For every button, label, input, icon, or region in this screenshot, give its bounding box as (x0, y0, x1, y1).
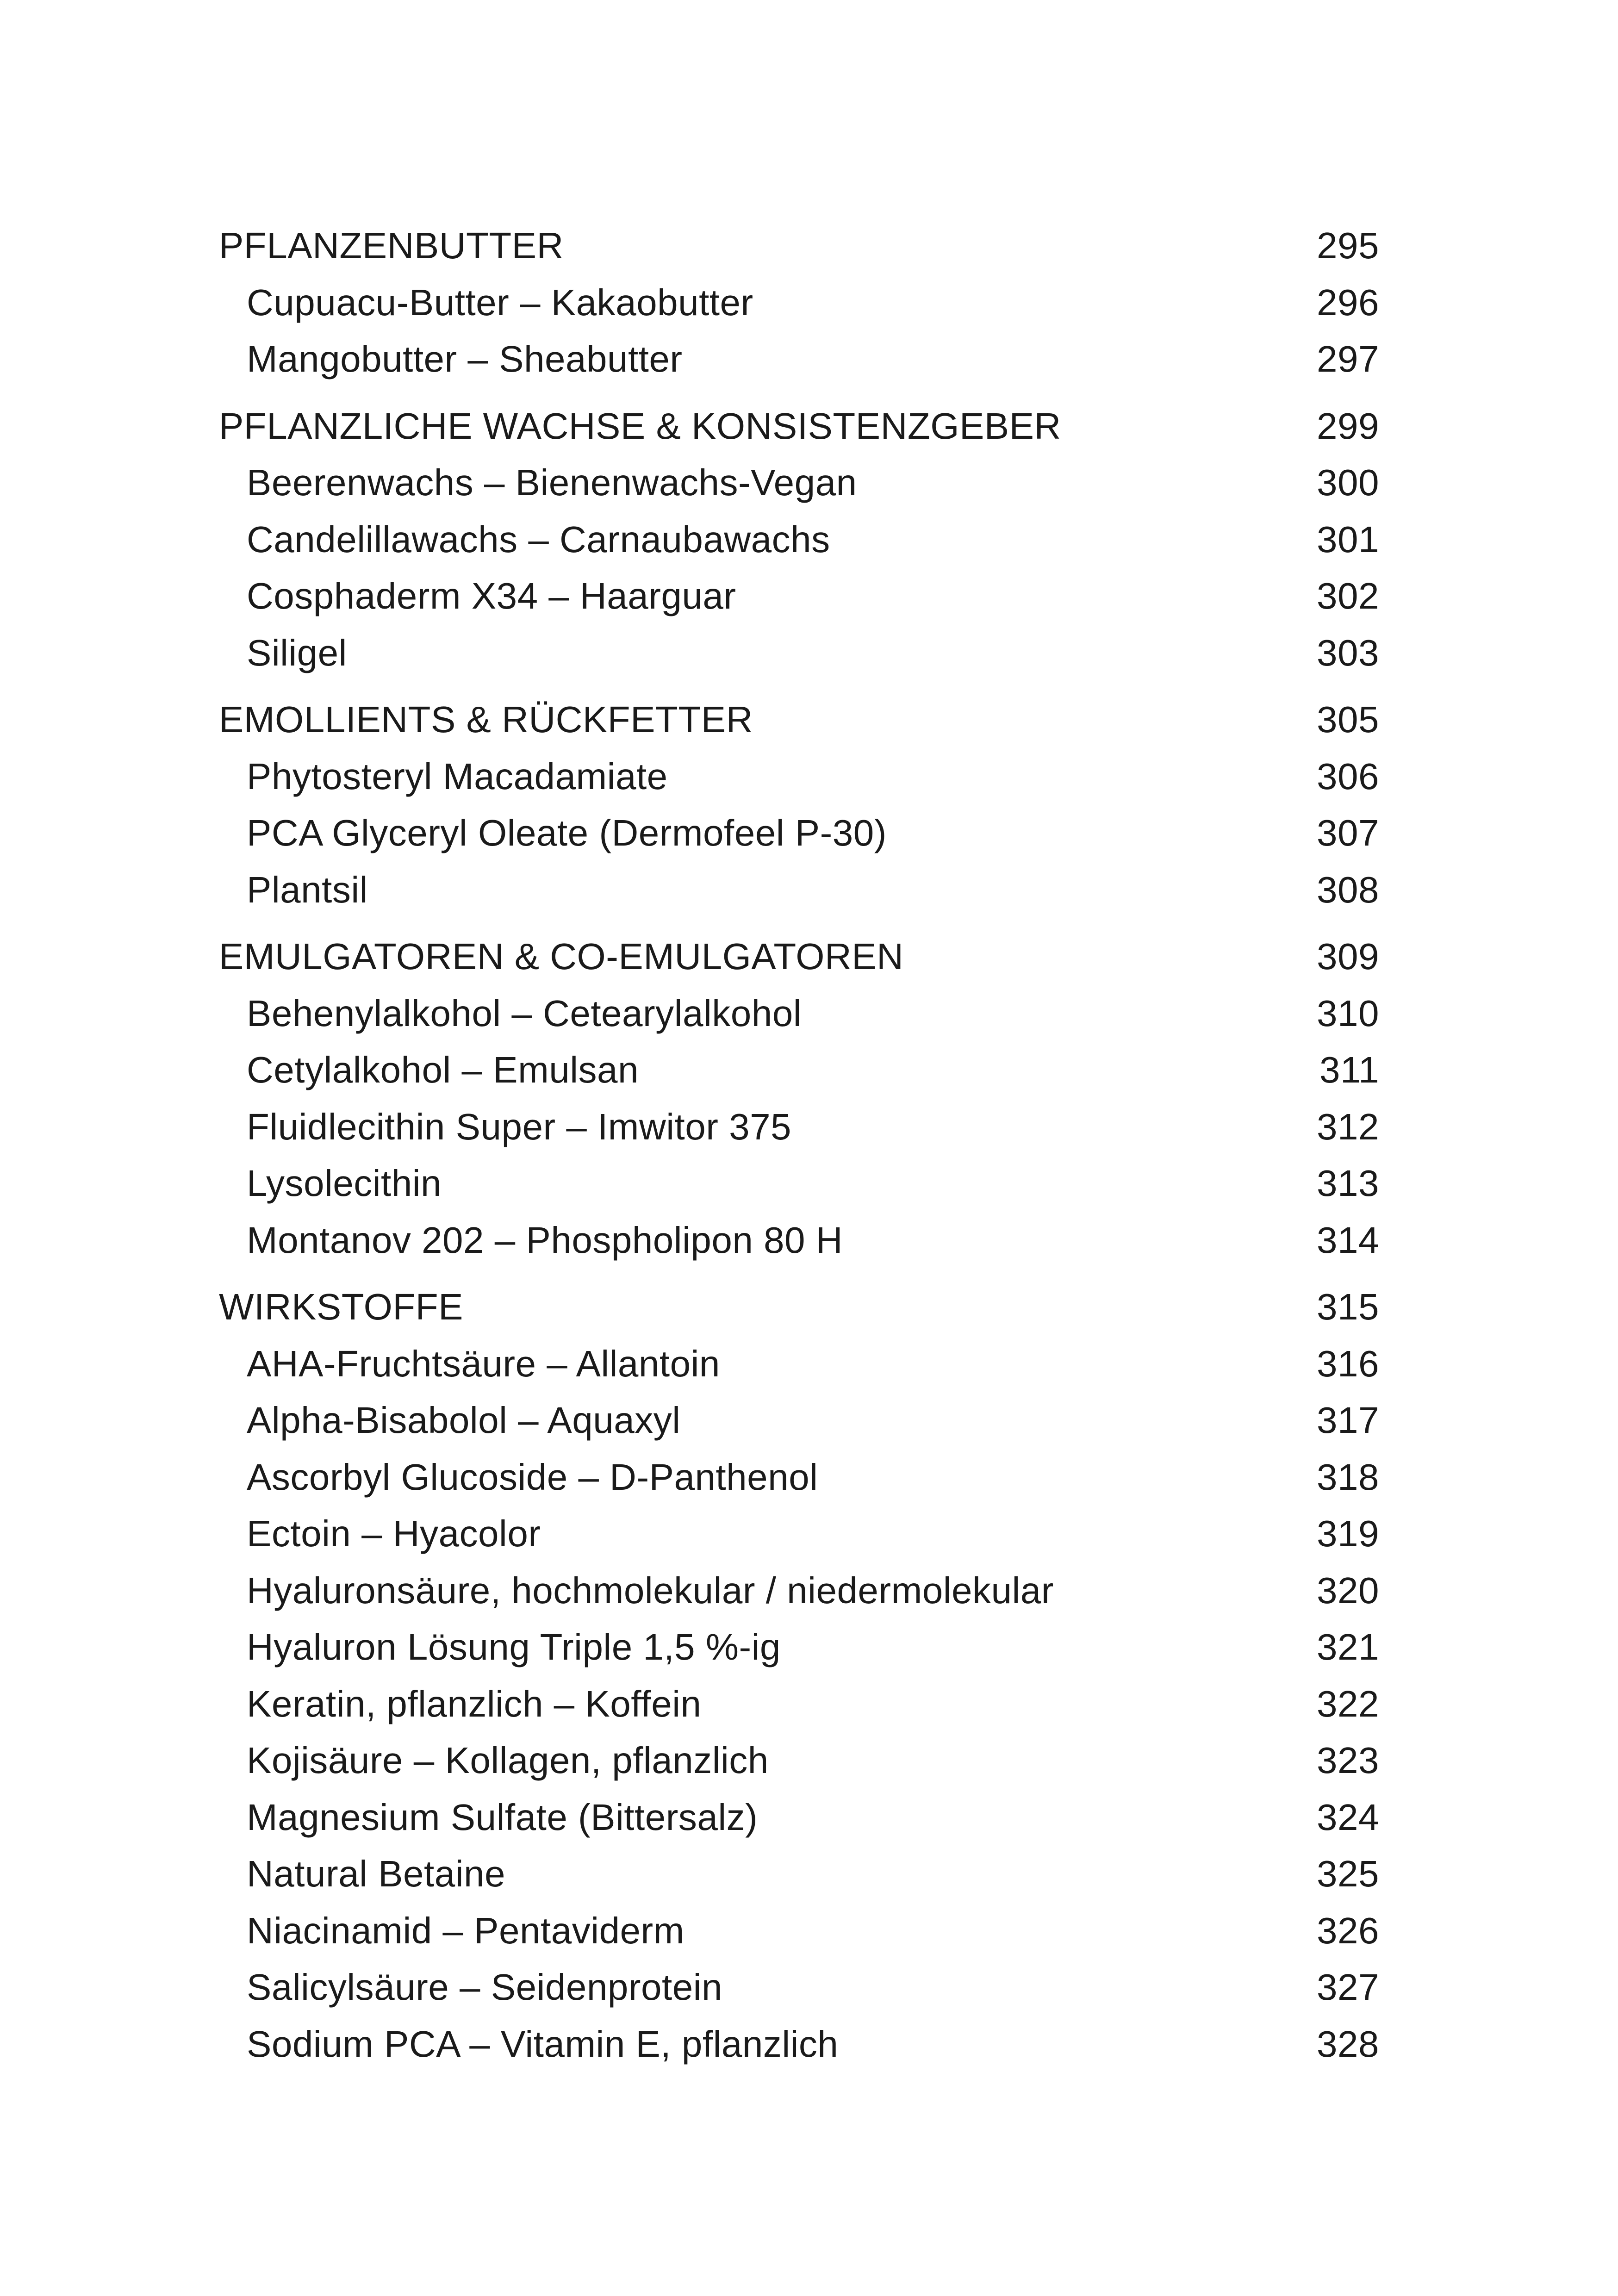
toc-entry (219, 805, 1379, 862)
toc-entry (219, 274, 1379, 331)
section-page-number: 295 (1317, 225, 1379, 266)
section-title: PFLANZLICHE WACHSE & KONSISTENZGEBER (219, 405, 1061, 447)
toc-section (219, 928, 1379, 1269)
entry-title: Cosphaderm X34 – Haarguar (247, 575, 736, 616)
section-page-number: 309 (1317, 936, 1379, 977)
toc-section-heading (219, 928, 1379, 985)
entry-page-number: 313 (1317, 1163, 1379, 1204)
entry-page-number: 316 (1317, 1343, 1379, 1384)
entry-page-number: 310 (1317, 992, 1379, 1034)
entry-title: Hyaluronsäure, hochmolekular / niedermolekular (247, 1569, 1054, 1611)
toc-section-heading (219, 1279, 1379, 1336)
entry-title: Beerenwachs – Bienenwachs-Vegan (247, 462, 857, 503)
toc-entry (219, 1959, 1379, 2016)
entry-page-number: 318 (1317, 1456, 1379, 1498)
toc-entry (219, 1392, 1379, 1449)
entry-page-number: 314 (1317, 1219, 1379, 1261)
toc-section (219, 218, 1379, 388)
toc-entry (219, 1789, 1379, 1846)
toc-entry (219, 1155, 1379, 1212)
entry-page-number: 320 (1317, 1569, 1379, 1611)
toc-entry (219, 1336, 1379, 1393)
entry-title: Sodium PCA – Vitamin E, pflanzlich (247, 2023, 839, 2065)
entry-title: AHA-Fruchtsäure – Allantoin (247, 1343, 720, 1384)
toc-section-heading (219, 691, 1379, 748)
entry-page-number: 302 (1317, 575, 1379, 616)
entry-page-number: 300 (1317, 462, 1379, 503)
entry-title: Ascorbyl Glucoside – D-Panthenol (247, 1456, 818, 1498)
entry-page-number: 296 (1317, 281, 1379, 323)
toc-entry (219, 1903, 1379, 1960)
toc-entry (219, 862, 1379, 919)
entry-page-number: 327 (1317, 1966, 1379, 2008)
toc-entry (219, 454, 1379, 511)
entry-page-number: 306 (1317, 755, 1379, 797)
entry-title: Kojisäure – Kollagen, pflanzlich (247, 1740, 769, 1781)
entry-page-number: 301 (1317, 518, 1379, 560)
entry-title: Cupuacu-Butter – Kakaobutter (247, 281, 753, 323)
entry-title: Cetylalkohol – Emulsan (247, 1049, 639, 1090)
section-title: WIRKSTOFFE (219, 1286, 463, 1327)
entry-title: Ectoin – Hyacolor (247, 1513, 541, 1554)
toc-entry (219, 1506, 1379, 1562)
toc-section-heading (219, 218, 1379, 274)
toc-section (219, 398, 1379, 682)
toc-entry (219, 1212, 1379, 1269)
entry-title: Siligel (247, 632, 347, 673)
toc-entry (219, 1846, 1379, 1903)
toc-entry (219, 568, 1379, 625)
entry-title: Montanov 202 – Phospholipon 80 H (247, 1219, 843, 1261)
entry-page-number: 325 (1317, 1853, 1379, 1894)
toc-entry (219, 1099, 1379, 1156)
entry-title: Natural Betaine (247, 1853, 505, 1894)
entry-page-number: 324 (1317, 1796, 1379, 1838)
section-title: PFLANZENBUTTER (219, 225, 564, 266)
entry-page-number: 319 (1317, 1513, 1379, 1554)
toc-entry (219, 2016, 1379, 2073)
section-page-number: 305 (1317, 699, 1379, 740)
section-title: EMULGATOREN & CO-EMULGATOREN (219, 936, 904, 977)
entry-title: Candelillawachs – Carnaubawachs (247, 518, 830, 560)
toc-entry (219, 511, 1379, 568)
entry-title: Niacinamid – Pentaviderm (247, 1910, 685, 1951)
entry-title: Behenylalkohol – Cetearylalkohol (247, 992, 802, 1034)
toc-entry (219, 985, 1379, 1042)
toc-section (219, 691, 1379, 918)
entry-title: Alpha-Bisabolol – Aquaxyl (247, 1400, 681, 1441)
entry-page-number: 321 (1317, 1626, 1379, 1668)
section-page-number: 299 (1317, 405, 1379, 447)
toc-entry (219, 1676, 1379, 1733)
entry-page-number: 303 (1317, 632, 1379, 673)
entry-page-number: 322 (1317, 1683, 1379, 1724)
entry-title: PCA Glyceryl Oleate (Dermofeel P-30) (247, 812, 887, 853)
entry-title: Plantsil (247, 869, 368, 910)
section-page-number: 315 (1317, 1286, 1379, 1327)
entry-page-number: 317 (1317, 1400, 1379, 1441)
entry-title: Mangobutter – Sheabutter (247, 338, 683, 380)
entry-page-number: 323 (1317, 1740, 1379, 1781)
toc-entry (219, 1619, 1379, 1676)
entry-title: Hyaluron Lösung Triple 1,5 %-ig (247, 1626, 781, 1668)
toc-entry (219, 748, 1379, 805)
table-of-contents (219, 218, 1379, 2083)
entry-page-number: 312 (1317, 1106, 1379, 1147)
toc-entry (219, 1732, 1379, 1789)
toc-entry (219, 1562, 1379, 1619)
entry-title: Magnesium Sulfate (Bittersalz) (247, 1796, 758, 1838)
entry-page-number: 326 (1317, 1910, 1379, 1951)
toc-section-heading (219, 398, 1379, 455)
toc-entry (219, 1449, 1379, 1506)
entry-page-number: 297 (1317, 338, 1379, 380)
toc-entry (219, 625, 1379, 682)
entry-title: Lysolecithin (247, 1163, 442, 1204)
entry-title: Keratin, pflanzlich – Koffein (247, 1683, 702, 1724)
section-title: EMOLLIENTS & RÜCKFETTER (219, 699, 753, 740)
toc-entry (219, 1042, 1379, 1099)
entry-page-number: 307 (1317, 812, 1379, 853)
entry-title: Salicylsäure – Seidenprotein (247, 1966, 722, 2008)
entry-title: Phytosteryl Macadamiate (247, 755, 668, 797)
toc-section (219, 1279, 1379, 2072)
entry-page-number: 311 (1319, 1049, 1379, 1090)
toc-entry (219, 331, 1379, 388)
entry-page-number: 308 (1317, 869, 1379, 910)
entry-page-number: 328 (1317, 2023, 1379, 2065)
entry-title: Fluidlecithin Super – Imwitor 375 (247, 1106, 792, 1147)
